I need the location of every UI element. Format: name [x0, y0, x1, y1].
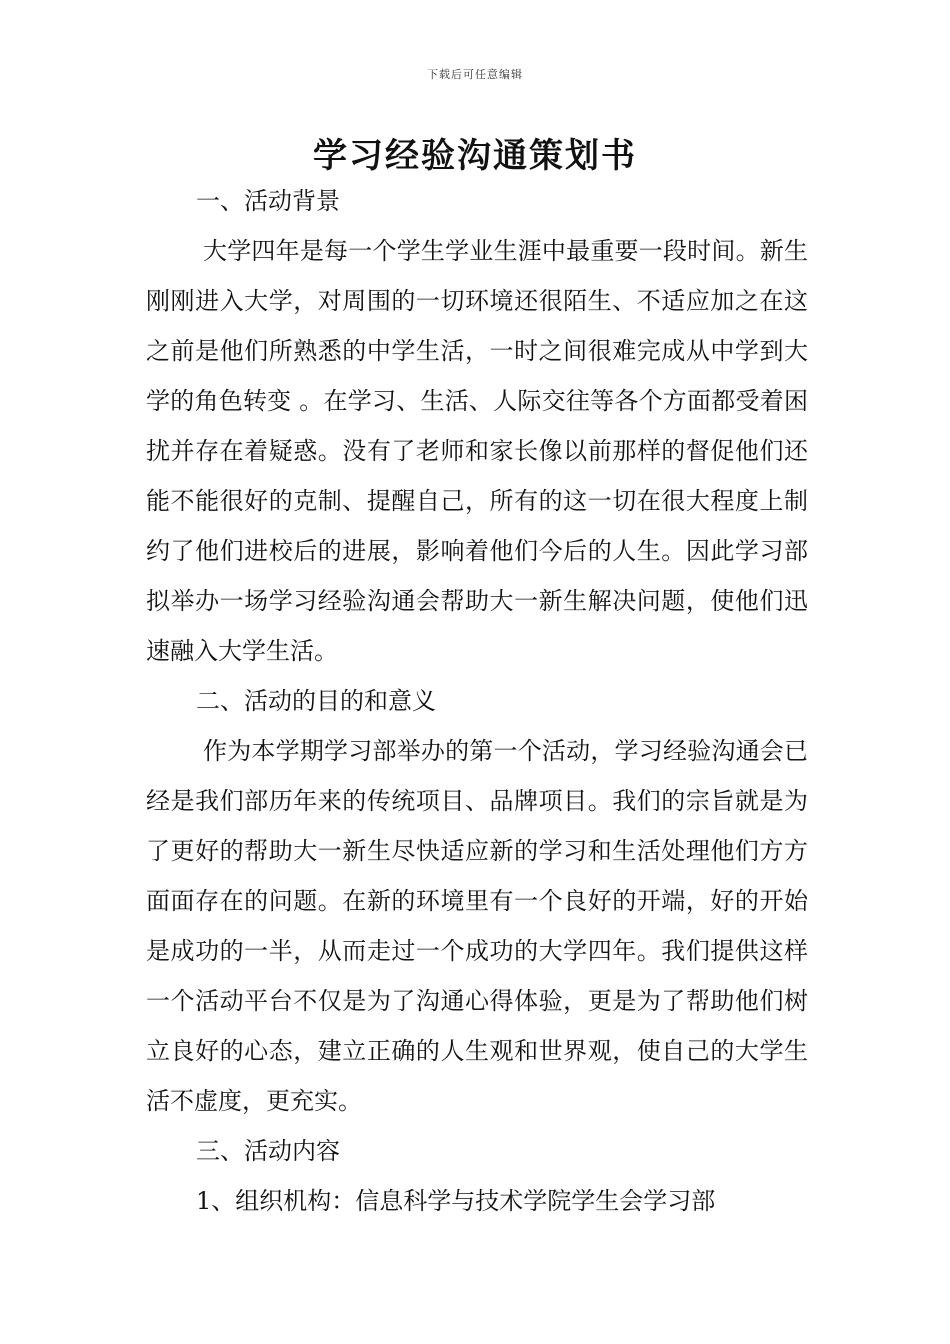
section-heading-background: 一、活动背景	[196, 187, 340, 215]
section-heading-purpose: 二、活动的目的和意义	[196, 687, 436, 715]
list-item-organization: 1、组织机构：信息科学与技术学院学生会学习部	[196, 1187, 716, 1215]
paragraph-purpose: 作为本学期学习部举办的第一个活动，学习经验沟通会已经是我们部历年来的传统项目、品牌项目。我们的宗旨就是为了更好的帮助大一新生尽快适应新的学习和生活处理他们方方面面存在的问题。在新的环境里有一个良好的开端，好的开始是成功的一半，从而走过一个成功的大学四年。我们提供这样一个活动平台不仅是为了沟通心得体验，更是为了帮助他们树立良好的心态，建立正确的人生观和世界观，使自己的大学生活不虚度，更充实。	[146, 737, 808, 1115]
header-note: 下载后可任意编辑	[427, 68, 523, 81]
document-body	[146, 176, 808, 1226]
document-title: 学习经验沟通策划书	[313, 136, 637, 176]
section-heading-content: 三、活动内容	[196, 1137, 340, 1165]
paragraph-background: 大学四年是每一个学生学业生涯中最重要一段时间。新生刚刚进入大学，对周围的一切环境还很陌生、不适应加之在这之前是他们所熟悉的中学生活，一时之间很难完成从中学到大学的角色转变 。在学习、生活、人际交往等各个方面都受着困扰并存在着疑惑。没有了老师和家长像以前那样的督促他们还能不能很好的克制、提醒自己，所有的这一切在很大程度上制约了他们进校后的进展，影响着他们今后的人生。因此学习部拟举办一场学习经验沟通会帮助大一新生解决问题，使他们迅速融入大学生活。	[146, 237, 808, 665]
